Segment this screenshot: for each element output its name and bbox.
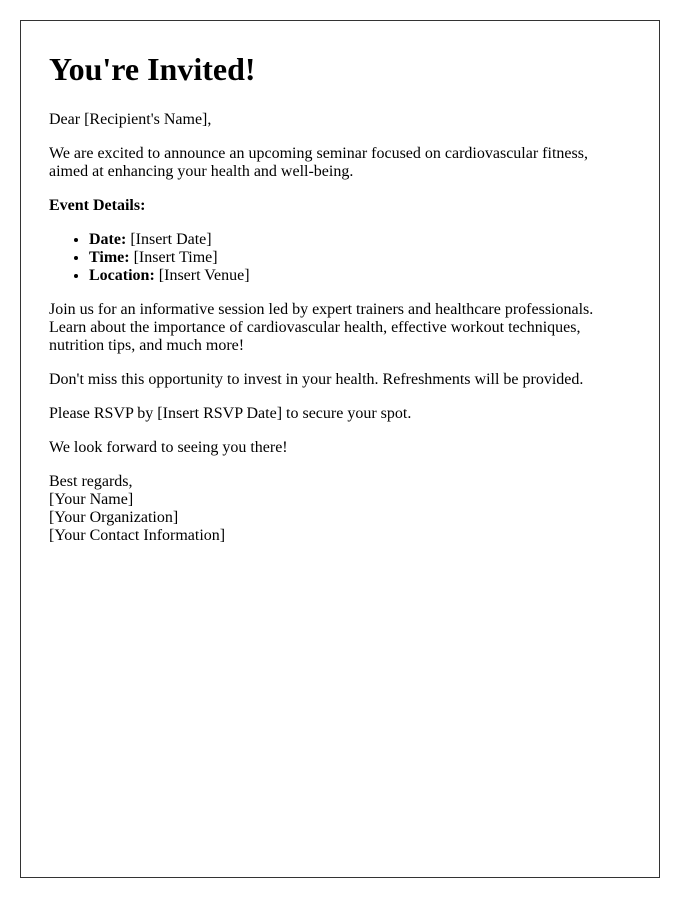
sender-contact: [Your Contact Information] (49, 527, 226, 544)
closing-block (49, 473, 631, 545)
event-details-heading: Event Details: (49, 197, 146, 214)
rsvp-paragraph: Please RSVP by [Insert RSVP Date] to secure your spot. (49, 405, 412, 422)
sender-organization: [Your Organization] (49, 509, 179, 526)
event-detail-date (89, 231, 631, 249)
opportunity-paragraph: Don't miss this opportunity to invest in your health. Refreshments will be provided. (49, 371, 584, 388)
event-detail-time (89, 249, 631, 267)
location-value: [Insert Venue] (154, 267, 250, 284)
event-detail-location (89, 267, 631, 285)
greeting: Dear [Recipient's Name], (49, 111, 212, 128)
invitation-letter (20, 20, 660, 878)
location-label: Location: (89, 267, 155, 284)
date-label: Date: (89, 231, 127, 248)
letter-title: You're Invited! (49, 51, 256, 87)
intro-paragraph: We are excited to announce an upcoming seminar focused on cardiovascular fitness, aimed at enhancing your health and well-being. (49, 145, 588, 180)
time-value: [Insert Time] (129, 249, 218, 266)
signoff: Best regards, (49, 473, 133, 490)
sender-name: [Your Name] (49, 491, 134, 508)
look-forward-paragraph: We look forward to seeing you there! (49, 439, 288, 456)
time-label: Time: (89, 249, 130, 266)
date-value: [Insert Date] (126, 231, 212, 248)
event-details-list (49, 231, 631, 285)
session-paragraph: Join us for an informative session led by expert trainers and healthcare professionals. Learn about the importance of cardiovascular health, effective workout techniques, nutrition tips, and much more! (49, 301, 594, 354)
